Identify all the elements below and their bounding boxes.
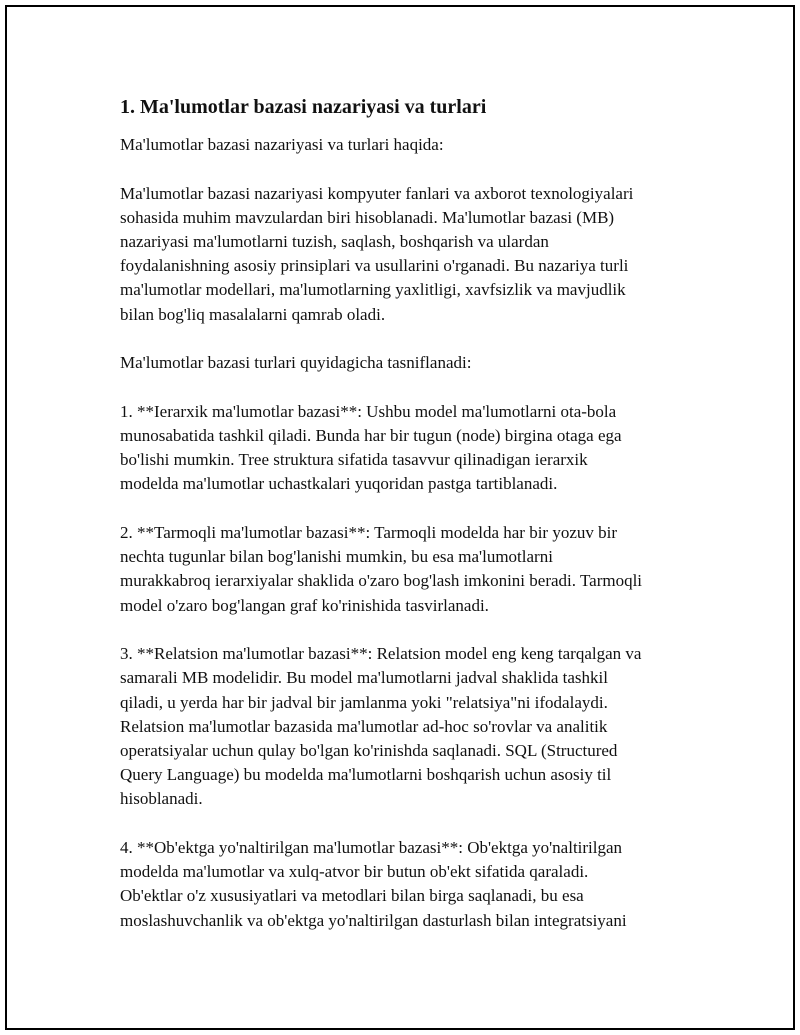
intro-paragraph: Ma'lumotlar bazasi nazariyasi va turlari haqida: — [120, 135, 444, 154]
theory-paragraph: Ma'lumotlar bazasi nazariyasi kompyuter fanlari va axborot texnologiyalari sohasida muhim mavzulardan biri hisoblanadi. Ma'lumotlar bazasi (MB) nazariyasi ma'lumotlarni tuzish, saqlash, boshqarish va ulardan foydalanishning asosiy prinsiplari va usullarini o'rganadi. Bu nazariya turli ma'lumotlar modellari, ma'lumotlarning yaxlitligi, xavfsizlik va mavjudlik bilan bog'liq masalalarni qamrab oladi. — [120, 183, 634, 324]
relational-db-paragraph: 3. **Relatsion ma'lumotlar bazasi**: Relatsion model eng keng tarqalgan va samarali MB modelidir. Bu model ma'lumotlarni jadval shaklida tashkil qiladi, u yerda har bir jadval bir jamlanma yoki "relatsiya"ni ifodalaydi. Relatsion ma'lumotlar bazasida ma'lumotlar ad-hoc so'rovlar va analitik operatsiyalar uchun qulay bo'lgan ko'rinishda saqlanadi. SQL (Structured Query Language) bu modelda ma'lumotlarni boshqarish uchun asosiy til hisoblanadi. — [120, 644, 642, 809]
document-page — [5, 5, 795, 1030]
object-oriented-db-paragraph: 4. **Ob'ektga yo'naltirilgan ma'lumotlar bazasi**: Ob'ektga yo'naltirilgan modelda ma'lumotlar va xulq-atvor bir butun ob'ekt sifatida qaraladi. Ob'ektlar o'z xususiyatlari va metodlari bilan birga saqlanadi, bu esa moslashuvchanlik va ob'ektga yo'naltirilgan dasturlash bilan integratsiyani — [120, 838, 627, 930]
types-intro-paragraph: Ma'lumotlar bazasi turlari quyidagicha tasniflanadi: — [120, 353, 472, 373]
document-content — [120, 93, 700, 957]
network-db-paragraph: 2. **Tarmoqli ma'lumotlar bazasi**: Tarmoqli modelda har bir yozuv bir nechta tugunlar bilan bog'lanishi mumkin, bu esa ma'lumotlarni murakkabroq ierarxiyalar shaklida o'zaro bog'lash imkonini beradi. Tarmoqli model o'zaro bog'langan graf ko'rinishida tasvirlanadi. — [120, 523, 643, 615]
hierarchical-db-paragraph: 1. **Ierarxik ma'lumotlar bazasi**: Ushbu model ma'lumotlarni ota-bola munosabatida tashkil qiladi. Bunda har bir tugun (node) birgina otaga ega bo'lishi mumkin. Tree struktura sifatida tasavvur qilinadigan ierarxik modelda ma'lumotlar uchastkalari yuqoridan pastga tartiblanadi. — [120, 401, 622, 494]
page-title: 1. Ma'lumotlar bazasi nazariyasi va turlari — [120, 96, 487, 118]
